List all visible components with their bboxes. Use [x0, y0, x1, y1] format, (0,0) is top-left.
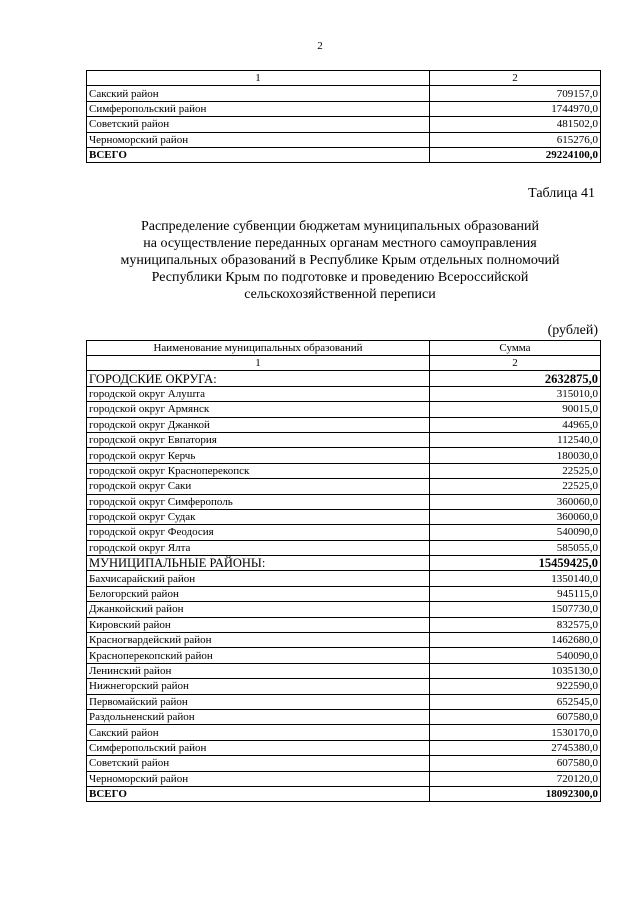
column-number-2: 2: [430, 71, 601, 86]
column-number-row: [87, 356, 601, 371]
row-value: 1744970,0: [430, 101, 601, 116]
row-value: 1350140,0: [430, 571, 601, 586]
row-name: городской округ Феодосия: [87, 525, 430, 540]
row-name: Джанкойский район: [87, 602, 430, 617]
row-value: 540090,0: [430, 525, 601, 540]
title-line: Республики Крым по подготовке и проведению Всероссийской: [151, 270, 529, 285]
row-name: ВСЕГО: [87, 786, 430, 801]
table-row: [87, 432, 601, 447]
row-name: городской округ Судак: [87, 509, 430, 524]
table-row: [87, 386, 601, 401]
row-value: 585055,0: [430, 540, 601, 555]
row-value: 90015,0: [430, 402, 601, 417]
table-row: [87, 694, 601, 709]
row-value: 315010,0: [430, 386, 601, 401]
row-value: 360060,0: [430, 509, 601, 524]
row-value: 1507730,0: [430, 602, 601, 617]
row-name: Черноморский район: [87, 132, 430, 147]
row-value: 607580,0: [430, 709, 601, 724]
row-name: городской округ Алушта: [87, 386, 430, 401]
column-number-1: 1: [87, 356, 430, 371]
title-line: муниципальных образований в Республике Крым отдельных полномочий: [120, 253, 560, 268]
row-name: Белогорский район: [87, 586, 430, 601]
row-name: городской округ Армянск: [87, 402, 430, 417]
row-name: Красногвардейский район: [87, 633, 430, 648]
row-name: городской округ Евпатория: [87, 432, 430, 447]
table-label: Таблица 41: [528, 186, 595, 201]
table-row: [87, 725, 601, 740]
table-row: [87, 402, 601, 417]
table-row: [87, 525, 601, 540]
table-row: [87, 86, 601, 101]
row-value: 1530170,0: [430, 725, 601, 740]
row-name: Раздольненский район: [87, 709, 430, 724]
row-value: 180030,0: [430, 448, 601, 463]
table-row: [87, 417, 601, 432]
header-row: [87, 341, 601, 356]
table-row: [87, 617, 601, 632]
table-row: [87, 448, 601, 463]
row-name: городской округ Саки: [87, 479, 430, 494]
row-name: МУНИЦИПАЛЬНЫЕ РАЙОНЫ:: [87, 556, 430, 571]
column-number-2: 2: [430, 356, 601, 371]
row-name: Советский район: [87, 756, 430, 771]
table-row: [87, 756, 601, 771]
table-row: [87, 663, 601, 678]
title-line: сельскохозяйственной переписи: [244, 287, 436, 302]
total-row: [87, 786, 601, 801]
row-name: Симферопольский район: [87, 740, 430, 755]
row-value: 2745380,0: [430, 740, 601, 755]
table-row: [87, 509, 601, 524]
title-line: Распределение субвенции бюджетам муниципальных образований: [140, 219, 540, 234]
row-name: ГОРОДСКИЕ ОКРУГА:: [87, 371, 430, 386]
row-name: Сакский район: [87, 725, 430, 740]
row-name: Сакский район: [87, 86, 430, 101]
row-name: городской округ Красноперекопск: [87, 463, 430, 478]
row-name: Ленинский район: [87, 663, 430, 678]
row-value: 709157,0: [430, 86, 601, 101]
subvention-table-body: [87, 341, 601, 802]
table-title: [80, 218, 600, 303]
row-name: городской округ Ялта: [87, 540, 430, 555]
table-row: [87, 540, 601, 555]
column-number-row: [87, 71, 601, 86]
row-name: городской округ Керчь: [87, 448, 430, 463]
row-name: Кировский район: [87, 617, 430, 632]
row-name: Нижнегорский район: [87, 679, 430, 694]
row-value: 540090,0: [430, 648, 601, 663]
table-row: [87, 101, 601, 116]
units-label: (рублей): [547, 323, 598, 338]
row-name: Бахчисарайский район: [87, 571, 430, 586]
row-value: 945115,0: [430, 586, 601, 601]
row-value: 720120,0: [430, 771, 601, 786]
table-row: [87, 117, 601, 132]
row-name: ВСЕГО: [87, 147, 430, 162]
table-row: [87, 132, 601, 147]
row-name: Симферопольский район: [87, 101, 430, 116]
row-value: 360060,0: [430, 494, 601, 509]
page-number: 2: [317, 40, 323, 52]
table-row: [87, 479, 601, 494]
continued-table-body: [87, 71, 601, 163]
table-row: [87, 771, 601, 786]
table-row: [87, 740, 601, 755]
title-line: на осуществление переданных органам местного самоуправления: [143, 236, 537, 251]
subvention-table: [86, 340, 601, 802]
row-value: 18092300,0: [430, 786, 601, 801]
row-name: городской округ Джанкой: [87, 417, 430, 432]
header-name: Наименование муниципальных образований: [87, 341, 430, 356]
row-value: 15459425,0: [430, 556, 601, 571]
row-value: 22525,0: [430, 479, 601, 494]
row-value: 112540,0: [430, 432, 601, 447]
table-row: [87, 463, 601, 478]
row-value: 481502,0: [430, 117, 601, 132]
row-value: 1035130,0: [430, 663, 601, 678]
total-row: [87, 147, 601, 162]
row-name: Черноморский район: [87, 771, 430, 786]
row-name: Первомайский район: [87, 694, 430, 709]
column-number-1: 1: [87, 71, 430, 86]
row-value: 832575,0: [430, 617, 601, 632]
table-row: [87, 648, 601, 663]
table-row: [87, 571, 601, 586]
row-value: 22525,0: [430, 463, 601, 478]
table-row: [87, 709, 601, 724]
table-row: [87, 633, 601, 648]
row-value: 44965,0: [430, 417, 601, 432]
row-name: Советский район: [87, 117, 430, 132]
table-row: [87, 494, 601, 509]
group-row: [87, 371, 601, 386]
row-value: 615276,0: [430, 132, 601, 147]
row-value: 922590,0: [430, 679, 601, 694]
row-value: 1462680,0: [430, 633, 601, 648]
group-row: [87, 556, 601, 571]
row-value: 29224100,0: [430, 147, 601, 162]
row-value: 652545,0: [430, 694, 601, 709]
row-value: 607580,0: [430, 756, 601, 771]
table-row: [87, 602, 601, 617]
row-value: 2632875,0: [430, 371, 601, 386]
continued-table: [86, 70, 601, 163]
row-name: городской округ Симферополь: [87, 494, 430, 509]
row-name: Красноперекопский район: [87, 648, 430, 663]
table-row: [87, 679, 601, 694]
table-row: [87, 586, 601, 601]
header-sum: Сумма: [430, 341, 601, 356]
